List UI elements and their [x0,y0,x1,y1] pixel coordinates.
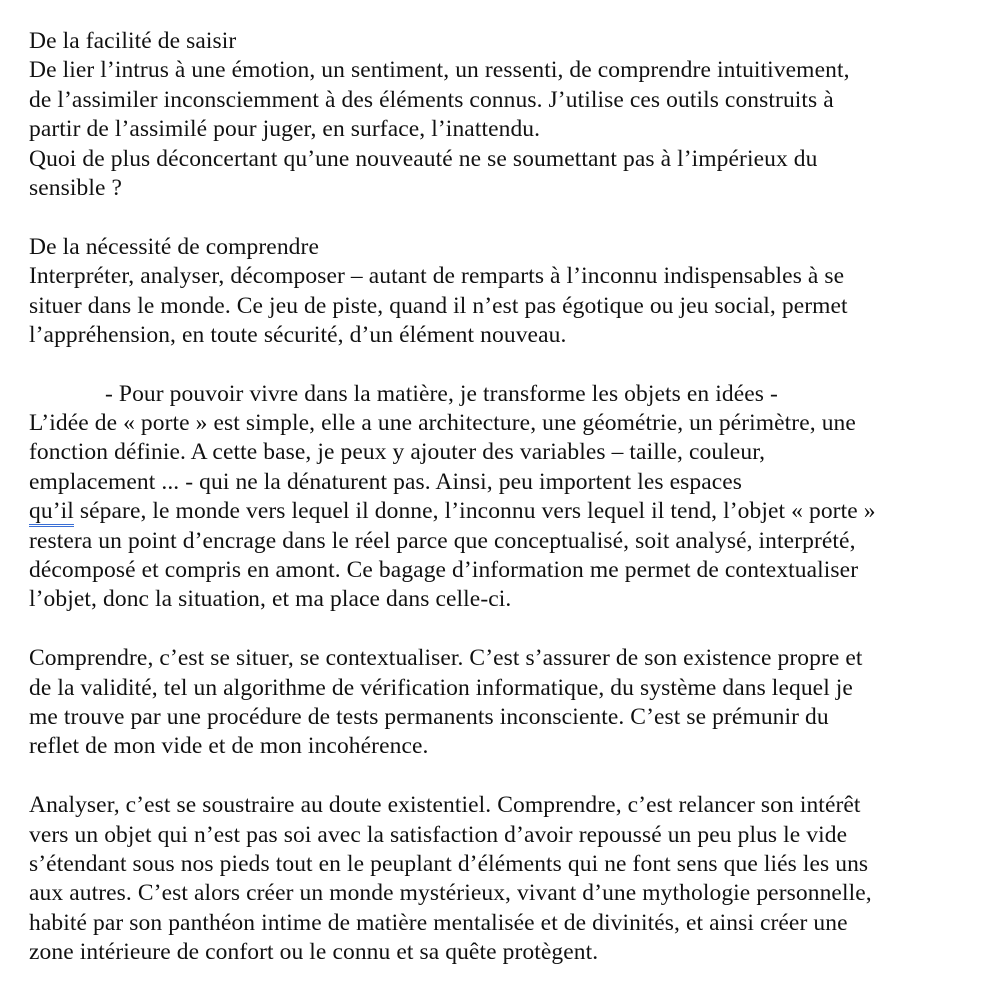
text-line [29,938,982,967]
text-line [29,556,982,585]
text-line [29,56,982,85]
text-line [29,409,982,438]
text-line [29,732,982,761]
text-segment: Interpréter, analyser, décomposer – autant de remparts à l’inconnu indispensables à se [29,263,845,290]
text-line [29,438,982,467]
text-segment [29,763,35,789]
blank-line [29,350,982,379]
text-segment: habité par son panthéon intime de matière mentalisée et de divinités, et ainsi créer une [29,909,848,936]
text-segment [29,351,35,377]
text-line [29,27,982,56]
text-line [29,821,982,850]
text-segment: situer dans le monde. Ce jeu de piste, quand il n’est pas égotique ou jeu social, permet [29,292,848,319]
text-line [29,674,982,703]
text-line [29,791,982,820]
text-segment: fonction définie. A cette base, je peux y ajouter des variables – taille, couleur, [29,439,766,466]
text-line [29,703,982,732]
text-line [29,292,982,321]
text-segment [29,616,35,642]
text-segment: sépare, le monde vers lequel il donne, l’inconnu vers lequel il tend, l’objet « porte » [73,498,876,525]
blank-line [29,615,982,644]
text-line [29,321,982,350]
text-segment: me trouve par une procédure de tests permanents inconsciente. C’est se prémunir du [29,703,829,730]
text-segment: de la validité, tel un algorithme de vérification informatique, du système dans lequel je [29,674,853,701]
text-line [29,644,982,673]
text-line [29,115,982,144]
text-segment: Analyser, c’est se soustraire au doute existentiel. Comprendre, c’est relancer son intérêt [29,792,861,819]
text-line [29,850,982,879]
text-line [29,909,982,938]
text-segment: partir de l’assimilé pour juger, en surface, l’inattendu. [29,116,541,143]
text-segment: emplacement ... - qui ne la dénaturent pas. Ainsi, peu importent les espaces [29,468,743,495]
text-line [29,380,982,409]
text-line [29,585,982,614]
text-segment: décomposé et compris en amont. Ce bagage d’information me permet de contextualiser [29,557,859,584]
text-line [29,527,982,556]
text-segment: Comprendre, c’est se situer, se contextualiser. C’est s’assurer de son existence propre et [29,645,863,672]
text-segment: De lier l’intrus à une émotion, un sentiment, un ressenti, de comprendre intuitivement, [29,57,850,84]
text-segment: l’objet, donc la situation, et ma place dans celle-ci. [29,586,512,613]
text-segment: L’idée de « porte » est simple, elle a une architecture, une géométrie, un périmètre, une [29,410,856,437]
text-segment: de l’assimiler inconsciemment à des éléments connus. J’utilise ces outils construits à [29,86,834,113]
text-segment: sensible ? [29,174,123,201]
text-line [29,879,982,908]
text-segment: zone intérieure de confort ou le connu et sa quête protègent. [29,939,599,966]
text-segment: De la nécessité de comprendre [29,233,319,260]
text-segment: vers un objet qui n’est pas soi avec la satisfaction d’avoir repoussé un peu plus le vide [29,821,848,848]
text-segment: restera un point d’encrage dans le réel parce que conceptualisé, soit analysé, interprété, [29,527,856,554]
text-segment: De la facilité de saisir [29,28,237,54]
text-line [29,174,982,203]
text-segment: l’appréhension, en toute sécurité, d’un élément nouveau. [29,321,567,348]
text-segment: Quoi de plus déconcertant qu’une nouveauté ne se soumettant pas à l’impérieux du [29,145,818,172]
text-segment: reflet de mon vide et de mon incohérence. [29,733,429,760]
text-line [29,86,982,115]
text-line [29,233,982,262]
blank-line [29,203,982,232]
text-segment: aux autres. C’est alors créer un monde mystérieux, vivant d’une mythologie personnelle, [29,880,872,907]
text-line [29,145,982,174]
text-segment: s’étendant sous nos pieds tout en le peuplant d’éléments qui ne font sens que liés les uns [29,850,869,877]
blank-line [29,762,982,791]
text-line [29,468,982,497]
text-segment [29,204,35,230]
grammar-flagged-word[interactable]: qu’il [29,498,74,527]
text-line [29,497,982,526]
text-segment: - Pour pouvoir vivre dans la matière, je transforme les objets en idées - [105,380,778,407]
text-line [29,262,982,291]
